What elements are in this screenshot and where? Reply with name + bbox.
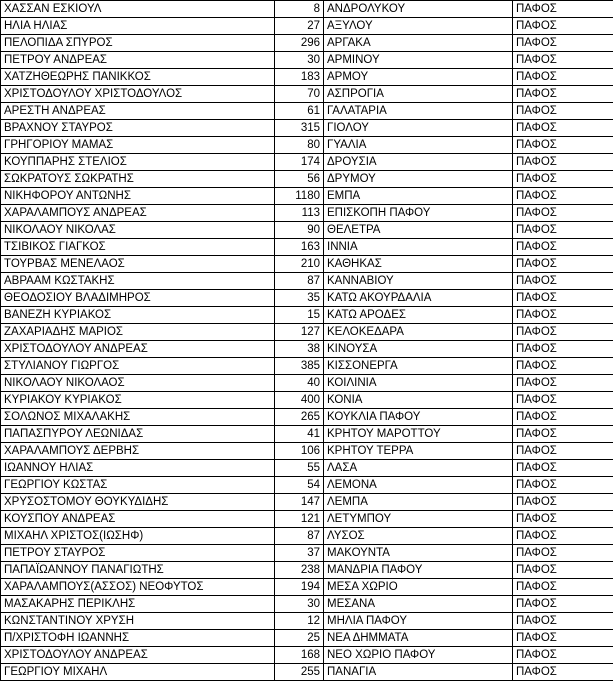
cell-name: ΚΟΥΣΠΟΥ ΑΝΔΡΕΑΣ [1,511,275,528]
table-row [1,596,613,613]
table-row [1,307,613,324]
cell-name: ΣΤΥΛΙΑΝΟΥ ΓΙΩΡΓΟΣ [1,358,275,375]
cell-village: ΜΑΝΔΡΙΑ ΠΑΦΟΥ [324,562,513,579]
cell-district: ΠΑΦΟΣ [513,52,613,69]
cell-count: 35 [275,290,324,307]
table-row [1,409,613,426]
cell-count: 54 [275,477,324,494]
cell-name: ΘΕΟΔΟΣΙΟΥ ΒΛΑΔΙΜΗΡΟΣ [1,290,275,307]
cell-name: ΧΡΙΣΤΟΔΟΥΛΟΥ ΧΡΙΣΤΟΔΟΥΛΟΣ [1,86,275,103]
table-row [1,545,613,562]
cell-count: 121 [275,511,324,528]
table-row [1,528,613,545]
cell-district: ΠΑΦΟΣ [513,18,613,35]
cell-name: ΧΑΤΖΗΘΕΩΡΗΣ ΠΑΝΙΚΚΟΣ [1,69,275,86]
cell-name: ΚΥΡΙΑΚΟΥ ΚΥΡΙΑΚΟΣ [1,392,275,409]
cell-name: ΧΡΥΣΟΣΤΟΜΟΥ ΘΟΥΚΥΔΙΔΗΣ [1,494,275,511]
cell-name: ΧΡΙΣΤΟΔΟΥΛΟΥ ΑΝΔΡΕΑΣ [1,341,275,358]
table-row [1,69,613,86]
cell-district: ΠΑΦΟΣ [513,392,613,409]
cell-name: ΠΑΠΑΪΩΑΝΝΟΥ ΠΑΝΑΓΙΩΤΗΣ [1,562,275,579]
cell-count: 38 [275,341,324,358]
cell-name: ΧΡΙΣΤΟΔΟΥΛΟΥ ΑΝΔΡΕΑΣ [1,647,275,664]
cell-village: ΚΑΝΝΑΒΙΟΥ [324,273,513,290]
table-row [1,256,613,273]
cell-village: ΑΝΔΡΟΛΥΚΟΥ [324,1,513,18]
table-row [1,1,613,18]
cell-name: ΒΡΑΧΝΟΥ ΣΤΑΥΡΟΣ [1,120,275,137]
cell-count: 113 [275,205,324,222]
cell-district: ΠΑΦΟΣ [513,630,613,647]
cell-district: ΠΑΦΟΣ [513,443,613,460]
cell-district: ΠΑΦΟΣ [513,120,613,137]
table-row [1,120,613,137]
cell-district: ΠΑΦΟΣ [513,579,613,596]
cell-village: ΚΑΤΩ ΑΡΟΔΕΣ [324,307,513,324]
table-row [1,137,613,154]
table-row [1,579,613,596]
table-row [1,290,613,307]
cell-village: ΑΡΓΑΚΑ [324,35,513,52]
cell-name: ΙΩΑΝΝΟΥ ΗΛΙΑΣ [1,460,275,477]
table-row [1,562,613,579]
cell-district: ΠΑΦΟΣ [513,375,613,392]
table-row [1,426,613,443]
cell-district: ΠΑΦΟΣ [513,613,613,630]
cell-district: ΠΑΦΟΣ [513,69,613,86]
cell-count: 87 [275,528,324,545]
cell-district: ΠΑΦΟΣ [513,409,613,426]
table-row [1,52,613,69]
cell-count: 315 [275,120,324,137]
cell-village: ΝΕΑ ΔΗΜΜΑΤΑ [324,630,513,647]
cell-district: ΠΑΦΟΣ [513,290,613,307]
cell-village: ΛΕΤΥΜΠΟΥ [324,511,513,528]
cell-district: ΠΑΦΟΣ [513,545,613,562]
cell-count: 147 [275,494,324,511]
cell-count: 37 [275,545,324,562]
cell-count: 56 [275,171,324,188]
cell-name: ΗΛΙΑ ΗΛΙΑΣ [1,18,275,35]
cell-village: ΓΙΟΛΟΥ [324,120,513,137]
cell-village: ΚΕΛΟΚΕΔΑΡΑ [324,324,513,341]
cell-district: ΠΑΦΟΣ [513,358,613,375]
cell-village: ΚΑΤΩ ΑΚΟΥΡΔΑΛΙΑ [324,290,513,307]
cell-name: ΜΙΧΑΗΛ ΧΡΙΣΤΟΣ(ΙΩΣΗΦ) [1,528,275,545]
cell-district: ΠΑΦΟΣ [513,511,613,528]
cell-count: 25 [275,630,324,647]
cell-district: ΠΑΦΟΣ [513,256,613,273]
cell-village: ΛΥΣΟΣ [324,528,513,545]
cell-village: ΑΣΠΡΟΓΙΑ [324,86,513,103]
cell-district: ΠΑΦΟΣ [513,460,613,477]
cell-district: ΠΑΦΟΣ [513,307,613,324]
cell-name: ΧΑΣΣΑΝ ΕΣΚΙΟΥΛ [1,1,275,18]
cell-village: ΘΕΛΕΤΡΑ [324,222,513,239]
cell-name: ΠΕΤΡΟΥ ΣΤΑΥΡΟΣ [1,545,275,562]
records-table-body [1,1,613,681]
cell-count: 61 [275,103,324,120]
table-row [1,273,613,290]
cell-village: ΚΙΝΟΥΣΑ [324,341,513,358]
cell-village: ΚΙΣΣΟΝΕΡΓΑ [324,358,513,375]
cell-district: ΠΑΦΟΣ [513,35,613,52]
cell-count: 55 [275,460,324,477]
cell-name: ΝΙΚΟΛΑΟΥ ΝΙΚΟΛΑΟΣ [1,375,275,392]
cell-district: ΠΑΦΟΣ [513,341,613,358]
cell-count: 70 [275,86,324,103]
cell-village: ΓΥΑΛΙΑ [324,137,513,154]
table-row [1,205,613,222]
cell-district: ΠΑΦΟΣ [513,171,613,188]
table-row [1,630,613,647]
cell-count: 183 [275,69,324,86]
cell-count: 87 [275,273,324,290]
cell-district: ΠΑΦΟΣ [513,324,613,341]
cell-name: ΤΣΙΒΙΚΟΣ ΓΙΑΓΚΟΣ [1,239,275,256]
cell-count: 27 [275,18,324,35]
cell-village: ΜΕΣΑΝΑ [324,596,513,613]
cell-district: ΠΑΦΟΣ [513,1,613,18]
cell-district: ΠΑΦΟΣ [513,137,613,154]
cell-name: ΣΟΛΩΝΟΣ ΜΙΧΑΛΑΚΗΣ [1,409,275,426]
cell-village: ΔΡΥΜΟΥ [324,171,513,188]
cell-village: ΚΟΥΚΛΙΑ ΠΑΦΟΥ [324,409,513,426]
table-row [1,392,613,409]
cell-village: ΚΡΗΤΟΥ ΜΑΡΟΤΤΟΥ [324,426,513,443]
cell-village: ΛΕΜΠΑ [324,494,513,511]
table-row [1,494,613,511]
cell-district: ΠΑΦΟΣ [513,477,613,494]
table-row [1,103,613,120]
cell-village: ΑΡΜΟΥ [324,69,513,86]
cell-district: ΠΑΦΟΣ [513,647,613,664]
cell-name: ΧΑΡΑΛΑΜΠΟΥΣ ΑΝΔΡΕΑΣ [1,205,275,222]
cell-count: 163 [275,239,324,256]
table-row [1,324,613,341]
cell-count: 194 [275,579,324,596]
table-row [1,239,613,256]
cell-village: ΔΡΟΥΣΙΑ [324,154,513,171]
cell-name: ΠΕΤΡΟΥ ΑΝΔΡΕΑΣ [1,52,275,69]
cell-name: ΚΟΥΠΠΑΡΗΣ ΣΤΕΛΙΟΣ [1,154,275,171]
cell-village: ΚΑΘΗΚΑΣ [324,256,513,273]
cell-count: 12 [275,613,324,630]
table-row [1,477,613,494]
cell-count: 40 [275,375,324,392]
table-row [1,154,613,171]
cell-count: 210 [275,256,324,273]
cell-village: ΕΠΙΣΚΟΠΗ ΠΑΦΟΥ [324,205,513,222]
cell-count: 255 [275,664,324,681]
cell-count: 168 [275,647,324,664]
cell-village: ΛΑΣΑ [324,460,513,477]
cell-district: ΠΑΦΟΣ [513,273,613,290]
cell-village: ΕΜΠΑ [324,188,513,205]
cell-name: ΝΙΚΗΦΟΡΟΥ ΑΝΤΩΝΗΣ [1,188,275,205]
cell-count: 238 [275,562,324,579]
table-row [1,375,613,392]
cell-count: 90 [275,222,324,239]
cell-name: ΝΙΚΟΛΑΟΥ ΝΙΚΟΛΑΣ [1,222,275,239]
cell-village: ΚΟΝΙΑ [324,392,513,409]
cell-district: ΠΑΦΟΣ [513,426,613,443]
cell-count: 400 [275,392,324,409]
table-row [1,18,613,35]
cell-name: ΓΕΩΡΓΙΟΥ ΚΩΣΤΑΣ [1,477,275,494]
cell-count: 106 [275,443,324,460]
cell-district: ΠΑΦΟΣ [513,154,613,171]
cell-district: ΠΑΦΟΣ [513,205,613,222]
cell-name: ΓΡΗΓΟΡΙΟΥ ΜΑΜΑΣ [1,137,275,154]
table-row [1,341,613,358]
cell-village: ΜΑΚΟΥΝΤΑ [324,545,513,562]
cell-village: ΠΑΝΑΓΙΑ [324,664,513,681]
cell-count: 15 [275,307,324,324]
table-row [1,35,613,52]
cell-count: 174 [275,154,324,171]
cell-count: 41 [275,426,324,443]
table-row [1,171,613,188]
cell-village: ΝΕΟ ΧΩΡΙΟ ΠΑΦΟΥ [324,647,513,664]
cell-village: ΜΕΣΑ ΧΩΡΙΟ [324,579,513,596]
cell-count: 385 [275,358,324,375]
cell-name: ΠΕΛΟΠΙΔΑ ΣΠΥΡΟΣ [1,35,275,52]
cell-district: ΠΑΦΟΣ [513,596,613,613]
table-row [1,443,613,460]
cell-district: ΠΑΦΟΣ [513,188,613,205]
table-row [1,460,613,477]
cell-village: ΑΞΥΛΟΥ [324,18,513,35]
cell-district: ΠΑΦΟΣ [513,239,613,256]
table-row [1,613,613,630]
cell-district: ΠΑΦΟΣ [513,664,613,681]
cell-name: ΤΟΥΡΒΑΣ ΜΕΝΕΛΑΟΣ [1,256,275,273]
cell-village: ΓΑΛΑΤΑΡΙΑ [324,103,513,120]
cell-name: ΧΑΡΑΛΑΜΠΟΥΣ ΔΕΡΒΗΣ [1,443,275,460]
cell-name: Π/ΧΡΙΣΤΟΦΗ ΙΩΑΝΝΗΣ [1,630,275,647]
cell-count: 80 [275,137,324,154]
table-row [1,86,613,103]
cell-name: ΣΩΚΡΑΤΟΥΣ ΣΩΚΡΑΤΗΣ [1,171,275,188]
table-row [1,664,613,681]
cell-district: ΠΑΦΟΣ [513,562,613,579]
cell-name: ΠΑΠΑΣΠΥΡΟΥ ΛΕΩΝΙΔΑΣ [1,426,275,443]
cell-village: ΑΡΜΙΝΟΥ [324,52,513,69]
cell-name: ΑΒΡΑΑΜ ΚΩΣΤΑΚΗΣ [1,273,275,290]
table-row [1,511,613,528]
cell-name: ΑΡΕΣΤΗ ΑΝΔΡΕΑΣ [1,103,275,120]
cell-village: ΜΗΛΙΑ ΠΑΦΟΥ [324,613,513,630]
cell-village: ΚΡΗΤΟΥ ΤΕΡΡΑ [324,443,513,460]
cell-district: ΠΑΦΟΣ [513,494,613,511]
cell-count: 296 [275,35,324,52]
cell-village: ΚΟΙΛΙΝΙΑ [324,375,513,392]
cell-district: ΠΑΦΟΣ [513,222,613,239]
cell-count: 127 [275,324,324,341]
cell-village: ΙΝΝΙΑ [324,239,513,256]
cell-count: 8 [275,1,324,18]
cell-name: ΖΑΧΑΡΙΑΔΗΣ ΜΑΡΙΟΣ [1,324,275,341]
cell-village: ΛΕΜΟΝΑ [324,477,513,494]
cell-district: ΠΑΦΟΣ [513,86,613,103]
cell-count: 30 [275,596,324,613]
table-row [1,188,613,205]
cell-count: 30 [275,52,324,69]
cell-count: 265 [275,409,324,426]
cell-count: 1180 [275,188,324,205]
cell-name: ΧΑΡΑΛΑΜΠΟΥΣ(ΑΣΣΟΣ) ΝΕΟΦΥΤΟΣ [1,579,275,596]
cell-name: ΚΩΝΣΤΑΝΤΙΝΟΥ ΧΡΥΣΗ [1,613,275,630]
cell-name: ΜΑΣΑΚΑΡΗΣ ΠΕΡΙΚΛΗΣ [1,596,275,613]
cell-district: ΠΑΦΟΣ [513,103,613,120]
table-row [1,222,613,239]
table-row [1,647,613,664]
cell-name: ΒΑΝΕΖΗ ΚΥΡΙΑΚΟΣ [1,307,275,324]
table-row [1,358,613,375]
cell-name: ΓΕΩΡΓΙΟΥ ΜΙΧΑΗΛ [1,664,275,681]
cell-district: ΠΑΦΟΣ [513,528,613,545]
